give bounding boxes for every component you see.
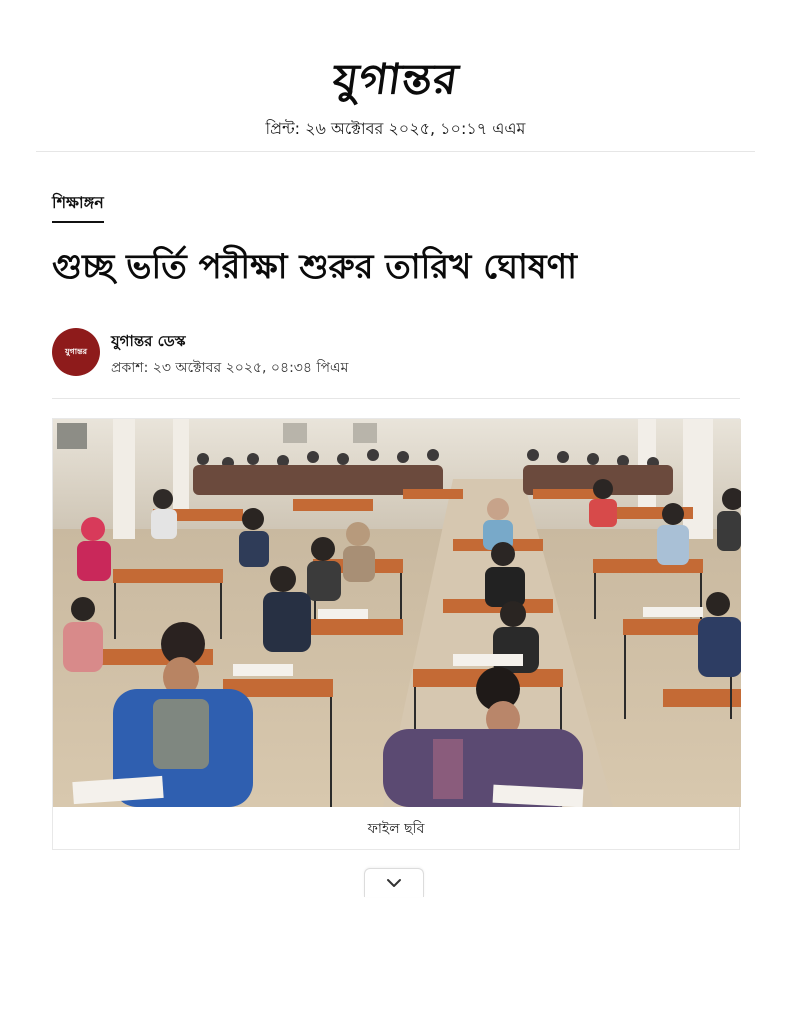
- header-divider: [36, 151, 755, 152]
- expand-button[interactable]: [364, 868, 424, 897]
- site-logo[interactable]: যুগান্তর: [329, 55, 462, 104]
- exam-hall-photo: [53, 419, 741, 807]
- masthead: [0, 52, 791, 108]
- print-date: প্রিন্ট: ২৬ অক্টোবর ২০২৫, ১০:১৭ এএম: [265, 119, 526, 138]
- article-photo: [53, 419, 741, 807]
- author-avatar: [52, 328, 100, 376]
- author-name[interactable]: যুগান্তর ডেস্ক: [111, 332, 186, 350]
- article-headline: গুচ্ছ ভর্তি পরীক্ষা শুরুর তারিখ ঘোষণা: [52, 247, 578, 287]
- publish-date: প্রকাশ: ২৩ অক্টোবর ২০২৫, ০৪:৩৪ পিএম: [111, 360, 349, 376]
- avatar-logo-text: যুগান্তর: [64, 345, 88, 356]
- article-figure: [52, 418, 740, 850]
- image-caption: ফাইল ছবি: [367, 821, 425, 837]
- chevron-down-icon: [386, 878, 402, 888]
- category-link[interactable]: শিক্ষাঙ্গন: [52, 190, 104, 223]
- meta-divider: [52, 398, 740, 399]
